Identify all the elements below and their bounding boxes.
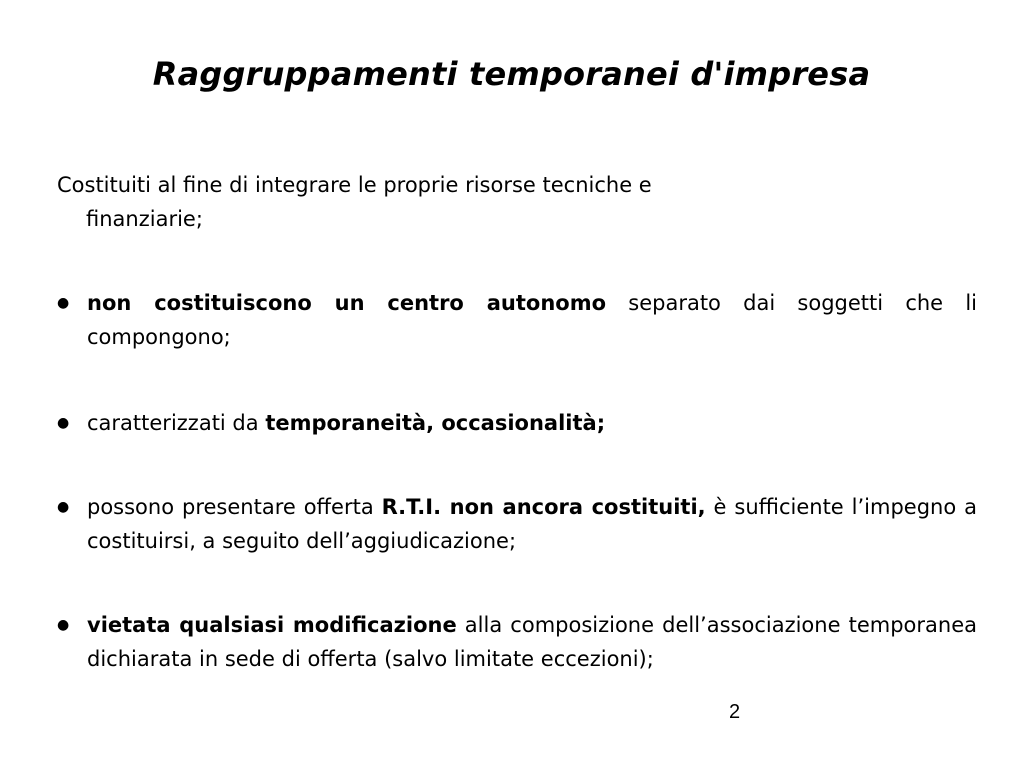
intro-line-2: finanziarie; — [86, 207, 203, 231]
bullet-item — [57, 490, 977, 558]
bullet-bold-text: vietata qualsiasi modificazione — [87, 613, 457, 637]
bullet-bold-text: temporaneità, occasionalità; — [265, 411, 606, 435]
bullet-text: separato dai soggetti che li compongono; — [87, 291, 977, 349]
bullet-text: caratterizzati da — [87, 411, 266, 435]
slide-body — [57, 168, 977, 676]
bullet-icon: ● — [57, 499, 70, 515]
bullet-item — [57, 406, 977, 440]
intro-paragraph — [57, 168, 977, 236]
intro-line-1: Costituiti al fine di integrare le proprie risorse tecniche e — [57, 173, 652, 197]
bullet-item — [57, 608, 977, 676]
slide-title: Raggruppamenti temporanei d'impresa — [152, 55, 871, 93]
bullet-text-continued: è sufficiente l’impegno a costituirsi, a seguito dell’aggiudicazione; — [87, 495, 977, 553]
bullet-icon: ● — [57, 415, 70, 431]
bullet-bold-text: R.T.I. non ancora costituiti, — [381, 495, 706, 519]
bullet-icon: ● — [57, 295, 70, 311]
page-number: 2 — [729, 701, 741, 723]
bullet-icon: ● — [57, 617, 70, 633]
bullet-text: possono presentare offerta — [87, 495, 382, 519]
bullet-bold-text: non costituiscono un centro autonomo — [87, 291, 607, 315]
bullet-item — [57, 286, 977, 354]
bullet-text: alla composizione dell’associazione temporanea dichiarata in sede di offerta (salvo limitate eccezioni); — [87, 613, 977, 671]
